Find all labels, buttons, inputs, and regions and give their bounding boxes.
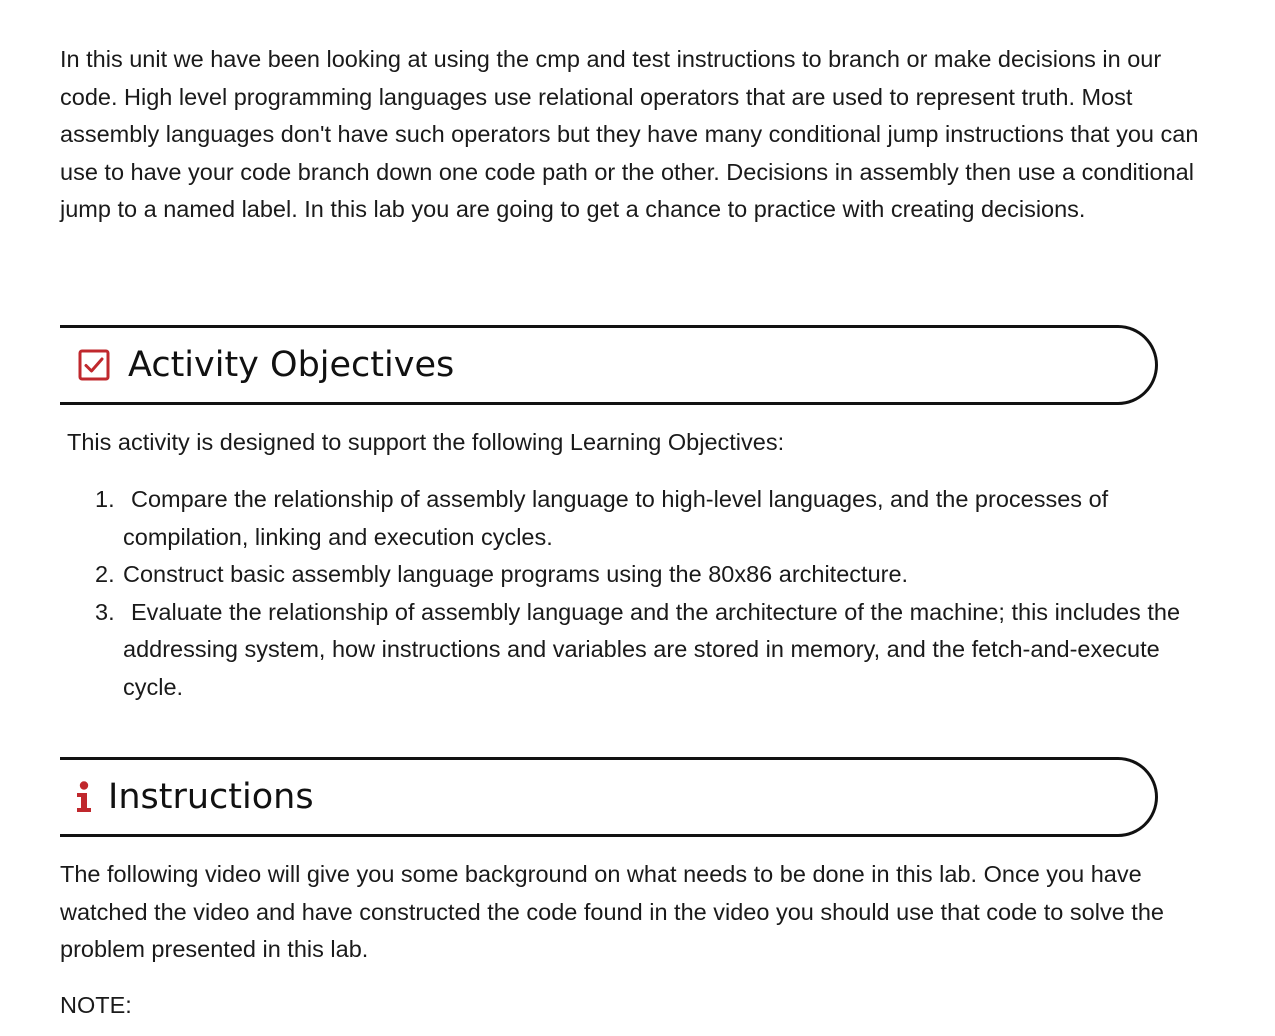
checkbox-check-icon: [78, 349, 110, 381]
list-item: [60, 594, 1220, 707]
objectives-intro: This activity is designed to support the following Learning Objectives:: [67, 429, 785, 455]
objectives-list: [60, 481, 1220, 706]
list-item: [60, 481, 1220, 556]
instructions-paragraph: The following video will give you some background on what needs to be done in this lab. Once you have watched the video and have constructed the code found in the video you should use that code to solve the problem presented in this lab.: [60, 861, 1164, 962]
list-item-number: 1.: [95, 486, 115, 512]
activity-objectives-header: [60, 325, 1158, 405]
intro-paragraph: In this unit we have been looking at using the cmp and test instructions to branch or make decisions in our code. High level programming languages use relational operators that are used to represent truth. Most assembly languages don't have such operators but they have many conditional jump instructions that you can use to have your code branch down one code path or the other. Decisions in assembly then use a conditional jump to a named label. In this lab you are going to get a chance to practice with creating decisions.: [60, 46, 1199, 222]
instructions-header: [60, 757, 1158, 837]
list-item: [60, 556, 1220, 594]
list-item-number: 2.: [95, 561, 115, 587]
activity-objectives-title: Activity Objectives: [128, 345, 455, 385]
list-item-text: Compare the relationship of assembly language to high-level languages, and the processes of compilation, linking and execution cycles.: [123, 486, 1109, 550]
list-item-text: Construct basic assembly language programs using the 80x86 architecture.: [123, 561, 909, 587]
info-icon: [74, 780, 94, 814]
instructions-title: Instructions: [108, 777, 314, 817]
list-item-text: Evaluate the relationship of assembly language and the architecture of the machine; this includes the addressing system, how instructions and variables are stored in memory, and the fetch-and-execute cycle.: [123, 598, 1181, 700]
list-item-number: 3.: [95, 598, 115, 625]
note-label: NOTE:: [60, 992, 132, 1018]
